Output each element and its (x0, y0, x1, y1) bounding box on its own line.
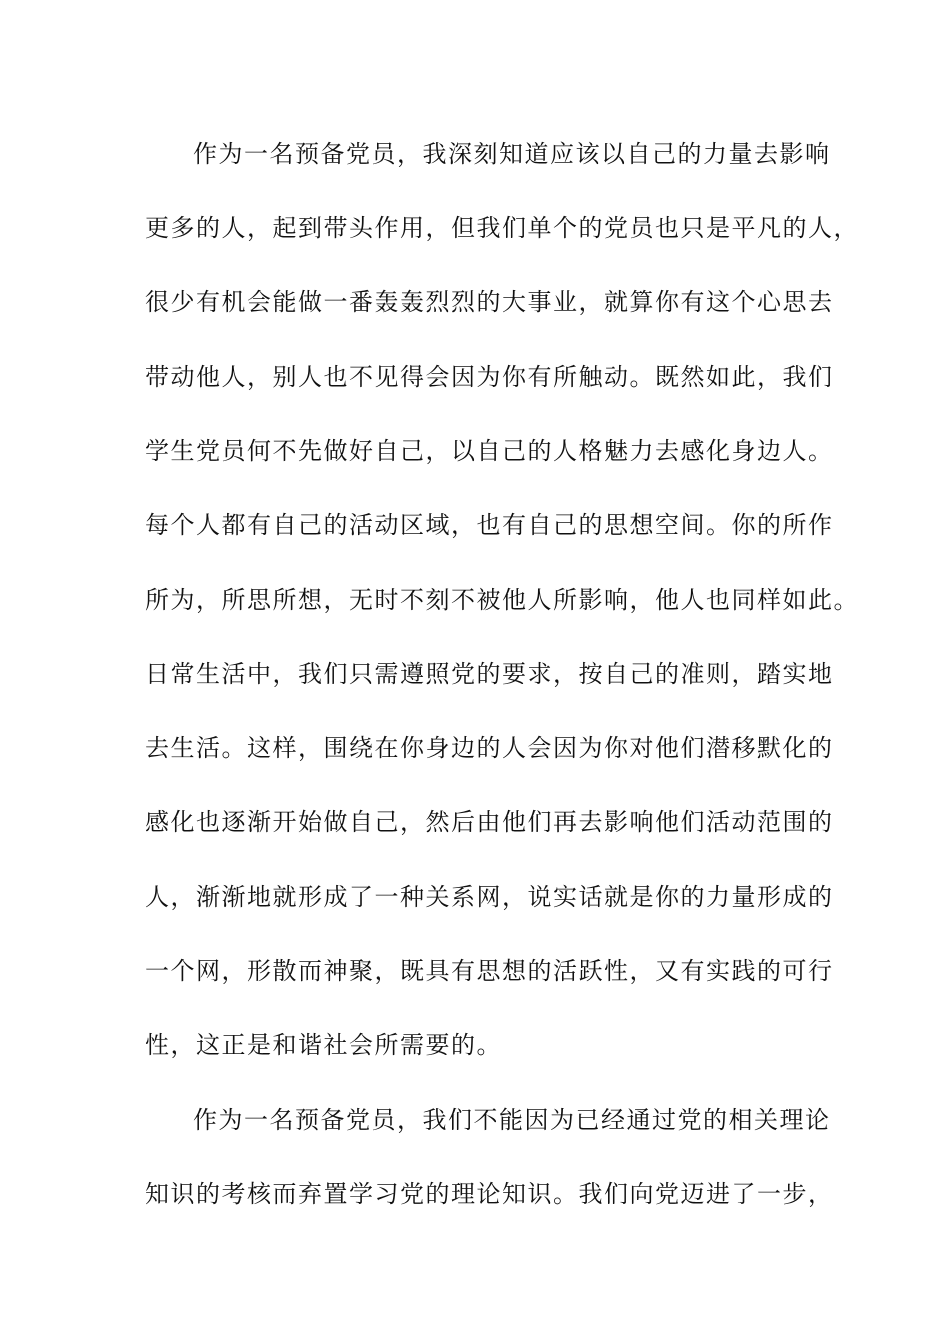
paragraph-1-line-2: 更多的人，起到带头作用，但我们单个的党员也只是平凡的人， (145, 214, 859, 242)
paragraph-1-line-7: 所为，所思所想，无时不刻不被他人所影响，他人也同样如此。 (145, 586, 859, 614)
paragraph-1-line-5: 学生党员何不先做好自己，以自己的人格魅力去感化身边人。 (145, 437, 834, 465)
paragraph-1-line-3: 很少有机会能做一番轰轰烈烈的大事业，就算你有这个心思去 (145, 288, 834, 316)
paragraph-1-line-13: 性，这正是和谐社会所需要的。 (145, 1031, 502, 1059)
paragraph-1-line-10: 感化也逐渐开始做自己，然后由他们再去影响他们活动范围的 (145, 808, 834, 836)
paragraph-2-line-2: 知识的考核而弃置学习党的理论知识。我们向党迈进了一步， (145, 1180, 834, 1208)
paragraph-1-line-12: 一个网，形散而神聚，既具有思想的活跃性，又有实践的可行 (145, 957, 834, 985)
paragraph-1-line-4: 带动他人，别人也不见得会因为你有所触动。既然如此，我们 (145, 363, 834, 391)
paragraph-1-line-1: 作为一名预备党员，我深刻知道应该以自己的力量去影响 (193, 140, 831, 168)
paragraph-1-line-11: 人，渐渐地就形成了一种关系网，说实话就是你的力量形成的 (145, 883, 834, 911)
paragraph-1-line-8: 日常生活中，我们只需遵照党的要求，按自己的准则，踏实地 (145, 660, 834, 688)
paragraph-1-line-6: 每个人都有自己的活动区域，也有自己的思想空间。你的所作 (145, 511, 834, 539)
paragraph-2-line-1: 作为一名预备党员，我们不能因为已经通过党的相关理论 (193, 1106, 831, 1134)
paragraph-1-line-9: 去生活。这样，围绕在你身边的人会因为你对他们潜移默化的 (145, 734, 834, 762)
